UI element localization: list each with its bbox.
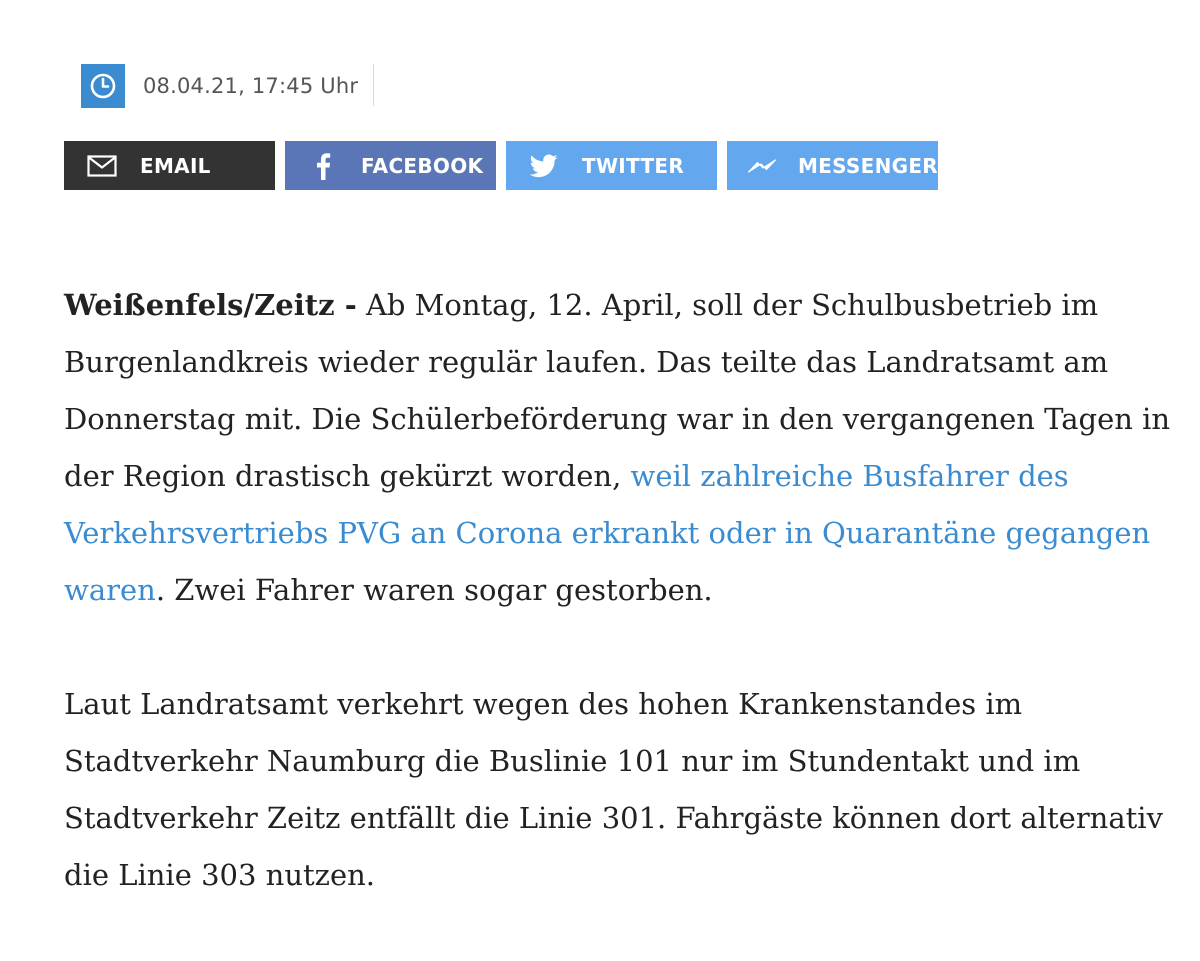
article-meta — [81, 64, 358, 108]
messenger-icon — [745, 157, 780, 175]
meta-divider — [373, 64, 374, 106]
twitter-icon — [524, 154, 564, 178]
paragraph-text: . Zwei Fahrer waren sogar gestorben. — [155, 573, 713, 607]
share-facebook-label: FACEBOOK — [361, 153, 484, 178]
share-messenger-button[interactable] — [727, 141, 938, 190]
share-facebook-button[interactable] — [285, 141, 496, 190]
article-body — [64, 277, 1174, 961]
envelope-icon — [82, 155, 122, 177]
share-email-button[interactable] — [64, 141, 275, 190]
clock-icon — [81, 64, 125, 108]
publish-timestamp: 08.04.21, 17:45 Uhr — [143, 74, 359, 98]
facebook-icon — [303, 152, 343, 180]
paragraph-text: Ab Montag, 12. April, soll der Schulbusbetrieb im Burgenlandkreis wieder regulär laufen. Das teilte das Landratsamt am Donnerstag mit. Die Schülerbeförderung war in den vergangenen Tagen in der Region drastisch gekürzt worden, — [64, 288, 1171, 493]
share-twitter-button[interactable] — [506, 141, 717, 190]
share-bar — [64, 141, 938, 190]
share-twitter-label: TWITTER — [582, 153, 685, 178]
share-email-label: EMAIL — [140, 153, 211, 178]
article-paragraph: Laut Landratsamt verkehrt wegen des hohen Krankenstandes im Stadtverkehr Naumburg die Buslinie 101 nur im Stundentakt und im Stadtverkehr Zeitz entfällt die Linie 301. Fahrgäste können dort alternativ die Linie 303 nutzen. — [64, 687, 1163, 892]
dateline: Weißenfels/Zeitz - — [64, 288, 357, 322]
share-messenger-label: MESSENGER — [797, 153, 938, 178]
article-paragraph — [64, 277, 1174, 619]
article-inline-link[interactable]: weil zahlreiche Busfahrer des Verkehrsvertriebs PVG an Corona erkrankt oder in Quarantäne gegangen waren — [64, 459, 1151, 607]
